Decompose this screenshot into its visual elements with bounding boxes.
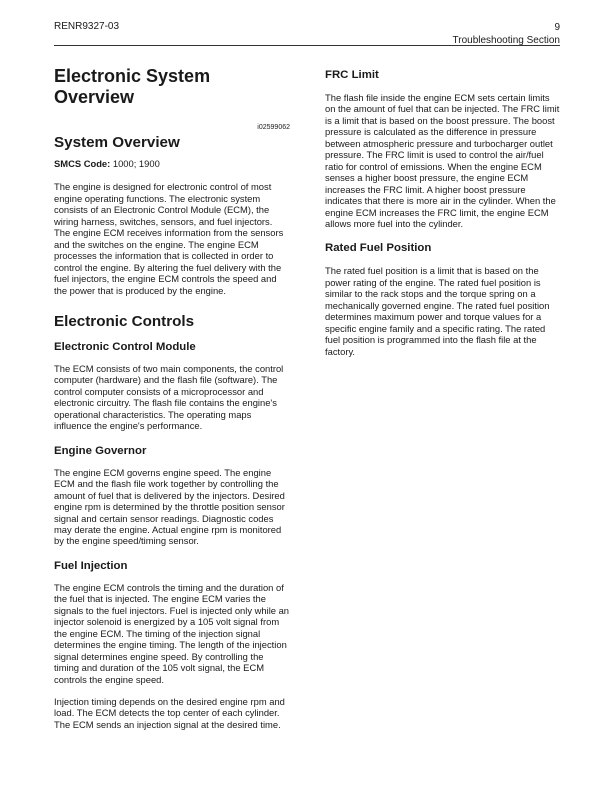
- section-name: Troubleshooting Section: [452, 35, 560, 46]
- right-column: [325, 66, 561, 357]
- frc-limit-body: The flash file inside the engine ECM sets certain limits on the amount of fuel that can be injected. The FRC limit is a limit that is based on the boost pressure. The boost pressure is calculated as the difference in pressure between atmospheric pressure and turbocharger outlet pressure. The FRC limit is used to control the air/fuel ratio for control of emissions. When the engine ECM senses a higher boost pressure, the engine ECM increases the FRC limit. A higher boost pressure indicates that there is more air in the cylinder. When the engine ECM increases the FRC limit, the engine ECM allows more fuel into the cylinder.: [325, 92, 560, 229]
- system-overview-heading: System Overview: [54, 134, 180, 151]
- engine-governor-body: The engine ECM governs engine speed. The engine ECM and the flash file work together by controlling the amount of fuel that is delivered by the injectors. Desired engine rpm is determined by the throttle position sensor signal and certain sensor readings. Diagnostic codes may derate the engine. Actual engine rpm is monitored by the engine speed/timing sensor.: [54, 466, 285, 547]
- document-id: i02599062: [257, 124, 290, 131]
- ecm-body: The ECM consists of two main components, the control computer (hardware) and the flash file (software). The control computer consists of a microprocessor and electronic circuitry. The flash file contains the engine's operational characteristics. The operating maps influence the engine's performance.: [54, 362, 284, 432]
- page-header-right: [453, 21, 560, 47]
- rated-fuel-position-heading: Rated Fuel Position: [325, 242, 432, 255]
- page-title: Electronic System Overview: [54, 66, 211, 107]
- header-divider: [54, 45, 560, 46]
- page-number: 9: [554, 22, 560, 33]
- doc-number: RENR9327-03: [54, 21, 120, 32]
- fuel-injection-body-2: Injection timing depends on the desired engine rpm and load. The ECM detects the top center of each cylinder. The ECM sends an injection signal at the desired time.: [54, 695, 285, 730]
- smcs-code: [54, 158, 290, 169]
- engine-governor-heading: Engine Governor: [54, 444, 147, 457]
- system-overview-body: The engine is designed for electronic control of most engine operating functions. The electronic system consists of an Electronic Control Module (ECM), the wiring harness, switches, sensors, and fuel injectors. The engine ECM receives information from the sensors and the switches on the engine. The engine ECM processes the information that is collected in order to control the engine. By altering the fuel delivery with the fuel injectors, the engine ECM controls the speed and the power that is produced by the engine.: [54, 181, 284, 296]
- rated-fuel-position-body: The rated fuel position is a limit that is based on the power rating of the engine. The rated fuel position is similar to the rack stops and the torque spring on a mechanically governed engine. The rated fuel position determines maximum power and torque values for a specific engine family and a specific rating. The rated fuel position is programmed into the flash file at the factory.: [325, 265, 550, 357]
- fuel-injection-body-1: The engine ECM controls the timing and the duration of the fuel that is injected. The engine ECM varies the signals to the fuel injectors. Fuel is injected only while an injector solenoid is energized by a 105 volt signal from the engine ECM. The timing of the injection signal determines the engine timing. The length of the injection signal determines engine speed. By controlling the timing and duration of the 105 volt signal, the ECM controls the engine speed.: [54, 581, 290, 685]
- electronic-controls-heading: Electronic Controls: [54, 312, 195, 330]
- frc-limit-heading: FRC Limit: [325, 69, 379, 81]
- smcs-label: SMCS Code:: [54, 158, 111, 169]
- fuel-injection-heading: Fuel Injection: [54, 559, 128, 572]
- ecm-heading: Electronic Control Module: [54, 340, 196, 353]
- smcs-value: 1000; 1900: [112, 158, 160, 169]
- left-column: [54, 66, 290, 730]
